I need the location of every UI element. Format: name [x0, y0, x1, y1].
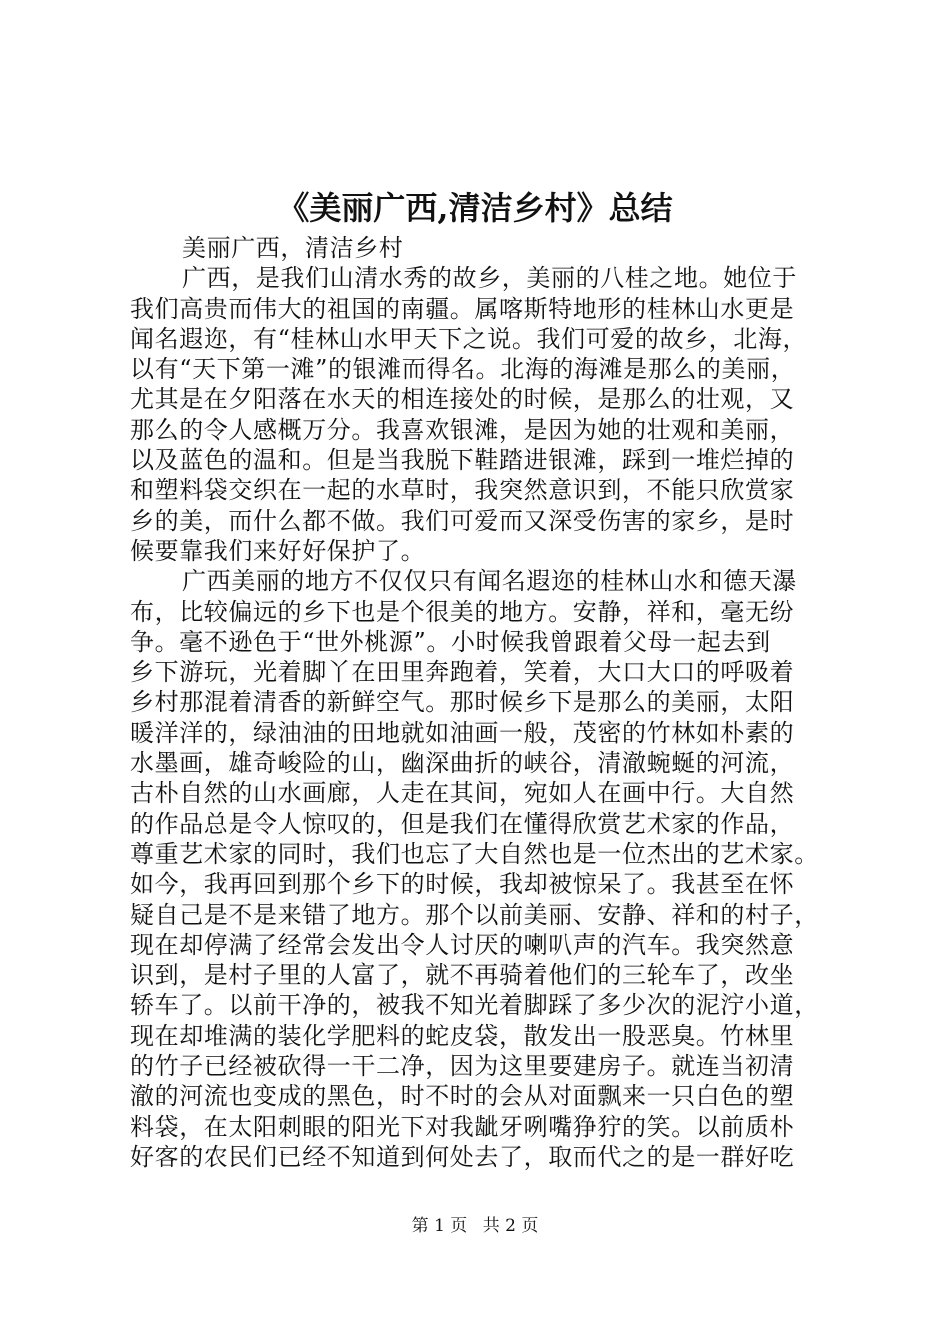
body-text-line: 好客的农民们已经不知道到何处去了，取而代之的是一群好吃 [130, 1142, 795, 1171]
body-text-line: 如今，我再回到那个乡下的时候，我却被惊呆了。我甚至在怀 [130, 870, 795, 899]
body-text-line: 识到，是村子里的人富了，就不再骑着他们的三轮车了，改坐 [130, 961, 795, 990]
body-text-line: 乡的美，而什么都不做。我们可爱而又深受伤害的家乡，是时 [130, 506, 795, 535]
body-text-line: 和塑料袋交织在一起的水草时，我突然意识到，不能只欣赏家 [130, 476, 795, 505]
document-title: 《美丽广西,清洁乡村》总结 [277, 189, 673, 227]
body-text-line: 现在却停满了经常会发出令人讨厌的喇叭声的汽车。我突然意 [130, 930, 795, 959]
body-text-line: 暖洋洋的，绿油油的田地就如油画一般，茂密的竹林如朴素的 [130, 718, 795, 747]
body-text-line: 广西，是我们山清水秀的故乡，美丽的八桂之地。她位于 [182, 264, 797, 293]
body-text-line: 轿车了。以前干净的，被我不知光着脚踩了多少次的泥泞小道， [130, 991, 819, 1020]
page-number-total: 共 2 页 [482, 1216, 539, 1236]
body-text-line: 争。毫不逊色于“世外桃源”。小时候我曾跟着父母一起去到 [130, 627, 771, 656]
body-text-line: 候要靠我们来好好保护了。 [130, 536, 426, 565]
body-text-line: 尊重艺术家的同时，我们也忘了大自然也是一位杰出的艺术家。 [130, 839, 819, 868]
body-text-line: 乡下游玩，光着脚丫在田里奔跑着，笑着，大口大口的呼吸着 [130, 658, 795, 687]
body-text-line: 布，比较偏远的乡下也是个很美的地方。安静，祥和，毫无纷 [130, 597, 795, 626]
page-number-current: 第 1 页 [411, 1216, 468, 1236]
body-text-line: 以及蓝色的温和。但是当我脱下鞋踏进银滩，踩到一堆烂掉的 [130, 446, 795, 475]
page-footer [0, 1214, 950, 1238]
body-text-line: 料袋，在太阳刺眼的阳光下对我龇牙咧嘴狰狞的笑。以前质朴 [130, 1112, 795, 1141]
body-text-line: 那么的令人感概万分。我喜欢银滩，是因为她的壮观和美丽， [130, 415, 795, 444]
body-text-line: 澈的河流也变成的黑色，时不时的会从对面飘来一只白色的塑 [130, 1082, 795, 1111]
body-text-line: 现在却堆满的装化学肥料的蛇皮袋，散发出一股恶臭。竹林里 [130, 1021, 795, 1050]
body-text-line: 尤其是在夕阳落在水天的相连接处的时候，是那么的壮观，又 [130, 385, 795, 414]
body-text-line: 乡村那混着清香的新鲜空气。那时候乡下是那么的美丽，太阳 [130, 688, 795, 717]
body-text-line: 水墨画，雄奇峻险的山，幽深曲折的峡谷，清澈蜿蜒的河流， [130, 749, 795, 778]
body-text-line: 闻名遐迩，有“桂林山水甲天下之说。我们可爱的故乡，北海， [130, 324, 808, 353]
document-body [130, 233, 830, 1172]
body-text-line: 的竹子已经被砍得一干二净，因为这里要建房子。就连当初清 [130, 1052, 795, 1081]
body-text-line: 我们高贵而伟大的祖国的南疆。属喀斯特地形的桂林山水更是 [130, 294, 795, 323]
body-text-line: 广西美丽的地方不仅仅只有闻名遐迩的桂林山水和德天瀑 [182, 567, 797, 596]
body-text-line: 疑自己是不是来错了地方。那个以前美丽、安静、祥和的村子， [130, 900, 819, 929]
body-text-line: 的作品总是令人惊叹的，但是我们在懂得欣赏艺术家的作品， [130, 809, 795, 838]
body-text-line: 美丽广西，清洁乡村 [182, 234, 404, 262]
body-text-line: 古朴自然的山水画廊，人走在其间，宛如人在画中行。大自然 [130, 779, 795, 808]
body-text-line: 以有“天下第一滩”的银滩而得名。北海的海滩是那么的美丽， [130, 355, 796, 384]
